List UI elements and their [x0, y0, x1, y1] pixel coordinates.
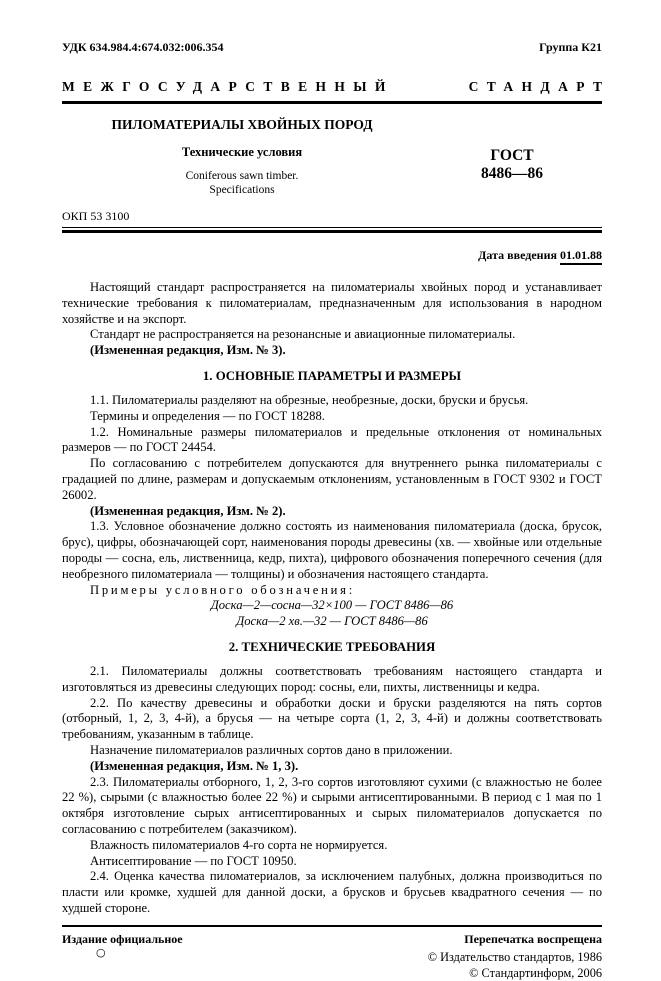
- group-code: Группа К21: [539, 40, 602, 54]
- copyright-block: [62, 945, 602, 981]
- amendment-note: (Измененная редакция, Изм. № 3).: [90, 343, 286, 358]
- paragraph: По согласованию с потребителем допускаются для внутреннего рынка пиломатериалы с градацией по длине, размерам и допускаемым отклонениям, установленным в ГОСТ 9302 и ГОСТ 26002.: [62, 456, 602, 502]
- okp-code: ОКП 53 3100: [62, 209, 602, 228]
- amendment-note: (Измененная редакция, Изм. № 2).: [90, 503, 286, 518]
- section-2-heading: 2. ТЕХНИЧЕСКИЕ ТРЕБОВАНИЯ: [228, 639, 436, 654]
- paragraph: Назначение пиломатериалов различных сортов дано в приложении.: [90, 742, 453, 757]
- paragraph: Термины и определения — по ГОСТ 18288.: [90, 408, 325, 423]
- paragraph: 2.4. Оценка качества пиломатериалов, за исключением палубных, должна производиться по пласти или кромке, худшей для данной доски, а брусков и брусьев квадратного сечения — по худшей стороне.: [62, 869, 602, 915]
- header-main: [62, 117, 602, 197]
- designation-example: Доска—2 хв.—32 — ГОСТ 8486—86: [236, 614, 428, 629]
- document-body: [62, 280, 602, 917]
- document-title: ПИЛОМАТЕРИАЛЫ ХВОЙНЫХ ПОРОД: [111, 117, 373, 132]
- gost-label: ГОСТ: [490, 147, 534, 164]
- section-1-heading: 1. ОСНОВНЫЕ ПАРАМЕТРЫ И РАЗМЕРЫ: [202, 368, 462, 383]
- document-topline: [62, 40, 602, 55]
- official-edition-mark-icon: ○: [96, 945, 106, 959]
- document-subtitle-en: Specifications: [209, 184, 275, 196]
- document-subtitle: Технические условия: [181, 145, 303, 159]
- standard-type-word-interstate: МЕЖГОСУДАРСТВЕННЫЙ: [62, 79, 394, 94]
- paragraph: 2.3. Пиломатериалы отборного, 1, 2, 3-го сортов изготовляют сухими (с влажностью не более 22 %), сырыми (с влажностью более 22 %) и сырыми антисептированными. В период с 1 мая по 1 октября изготовление сырых антисептированных и сырых пиломатериалов допускается по согласованию с потребителем (заказчиком).: [62, 774, 602, 836]
- footer-rule: [62, 925, 602, 927]
- standard-type-banner: [62, 79, 611, 95]
- paragraph: 2.2. По качеству древесины и обработки доски и бруски разделяются на пять сортов (отборный, 1, 2, 3, 4-й), а брусья — на четыре сорта (1, 2, 3, 4-й) и должны соответствовать требованиям, указанным в таблице.: [62, 695, 602, 742]
- paragraph: Стандарт не распространяется на резонансные и авиационные пиломатериалы.: [90, 327, 516, 342]
- gost-number: 8486—86: [481, 165, 543, 182]
- gost-designation: [422, 117, 602, 197]
- introduction-date-label: Дата введения: [478, 248, 557, 262]
- paragraph: 1.2. Номинальные размеры пиломатериалов и предельные отклонения от номинальных размеров — по ГОСТ 24454.: [62, 424, 602, 455]
- udk-code: УДК 634.984.4:674.032:006.354: [62, 40, 224, 54]
- footer-notices: [62, 932, 602, 947]
- okp-rule: [62, 230, 602, 233]
- paragraph: 1.3. Условное обозначение должно состоять из наименования пиломатериала (доска, брусок, брус), цифры, обозначающей сорт, наименования породы древесины (хв. — хвойные или отдельные породы — сосна, ель, лиственница, кедр, пихта), цифрового обозначения поперечного сечения (для необрезного пиломатериала — толщины) и обозначения настоящего стандарта.: [62, 519, 602, 581]
- standard-type-word-standard: СТАНДАРТ: [468, 79, 611, 94]
- paragraph: Антисептирование — по ГОСТ 10950.: [90, 853, 297, 868]
- document-title-en: Coniferous sawn timber.: [185, 170, 299, 182]
- paragraph: 1.1. Пиломатериалы разделяют на обрезные, необрезные, доски, бруски и брусья.: [90, 392, 529, 407]
- reprint-prohibited-label: Перепечатка воспрещена: [464, 931, 602, 946]
- designation-example: Доска—2—сосна—32×100 — ГОСТ 8486—86: [210, 598, 454, 613]
- header-title-block: [62, 117, 422, 197]
- header-rule: [62, 101, 602, 104]
- copyright-line: © Стандартинформ, 2006: [469, 965, 602, 980]
- amendment-note: (Измененная редакция, Изм. № 1, 3).: [90, 758, 299, 773]
- official-edition-label: Издание официальное: [62, 931, 183, 946]
- copyright-line: © Издательство стандартов, 1986: [427, 949, 602, 964]
- designation-examples-caption: Примеры условного обозначения:: [90, 582, 355, 597]
- paragraph: Настоящий стандарт распространяется на пиломатериалы хвойных пород и устанавливает технические требования к пиломатериалам, предназначенным для использования в народном хозяйстве и на экспорт.: [62, 280, 602, 326]
- paragraph: Влажность пиломатериалов 4-го сорта не нормируется.: [90, 837, 388, 852]
- paragraph: 2.1. Пиломатериалы должны соответствовать требованиям настоящего стандарта и изготовляться из древесины следующих пород: сосны, ели, пихты, лиственницы и кедра.: [62, 663, 602, 694]
- introduction-date: [62, 248, 602, 263]
- introduction-date-value: 01.01.88: [560, 248, 602, 265]
